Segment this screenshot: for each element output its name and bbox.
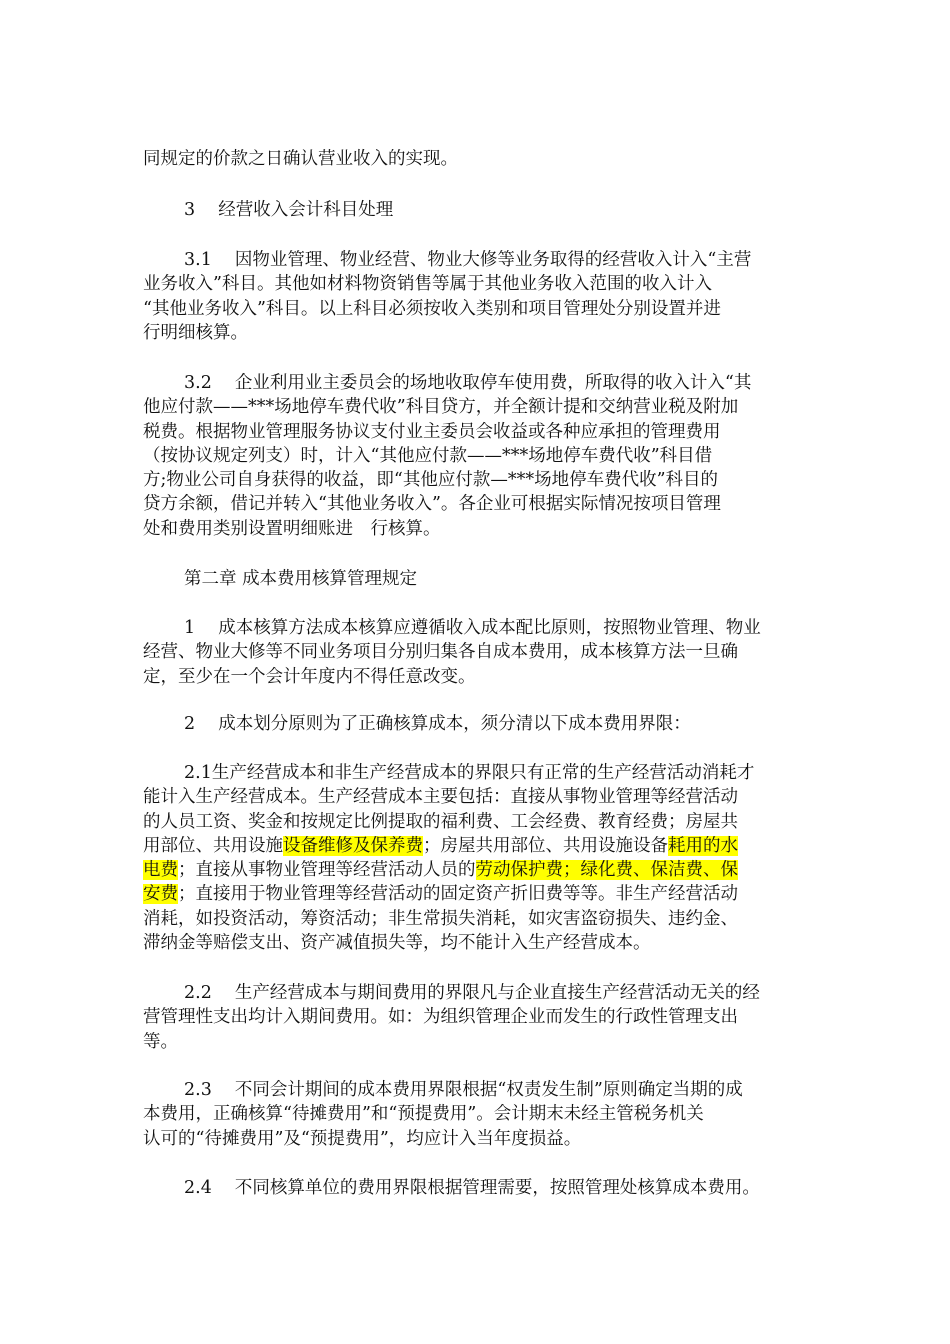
text-line: 第二章 成本费用核算管理规定: [184, 569, 418, 589]
text-line: 税费。根据物业管理服务协议支付业主委员会收益或各种应承担的管理费用: [143, 421, 721, 442]
text-line: 等。: [143, 1031, 178, 1052]
text-line: 2.2 生产经营成本与期间费用的界限凡与企业直接生产经营活动无关的经: [184, 983, 760, 1003]
text-line: 营管理性支出均计入期间费用。如：为组织管理企业而发生的行政性管理支出: [143, 1007, 738, 1028]
text-line-with-highlight: [143, 858, 813, 882]
text-line: 认可的“待摊费用”及“预提费用”，均应计入当年度损益。: [143, 1128, 582, 1149]
text-line: 滞纳金等赔偿支出、资产减值损失等，均不能计入生产经营成本。: [143, 933, 651, 954]
chapter-2-title: [143, 567, 813, 591]
text-segment: ；直接从事物业管理等经营活动人员的: [178, 860, 476, 881]
text-line: 业务收入”科目。其他如材料物资销售等属于其他业务收入范围的收入计入: [143, 274, 712, 295]
paragraph-3-1: [143, 248, 813, 345]
text-line: 2.4 不同核算单位的费用界限根据管理需要，按照管理处核算成本费用。: [184, 1178, 760, 1198]
text-line: “其他业务收入”科目。以上科目必须按收入类别和项目管理处分别设置并进: [143, 298, 721, 319]
text-segment: 用部位、共用设施: [143, 835, 283, 856]
paragraph-2-2: [143, 981, 813, 1054]
paragraph-2-4: [143, 1176, 813, 1200]
paragraph-1-cost-method: [143, 616, 813, 689]
heading-section-3: [143, 198, 813, 222]
paragraph-2-3: [143, 1078, 813, 1151]
text-line: 1 成本核算方法成本核算应遵循收入成本配比原则，按照物业管理、物业: [184, 618, 761, 638]
text-line: 贷方余额，借记并转入“其他业务收入”。各企业可根据实际情况按项目管理: [143, 494, 721, 515]
text-line: 2 成本划分原则为了正确核算成本，须分清以下成本费用界限：: [184, 714, 691, 734]
text-line: 3 经营收入会计科目处理: [184, 200, 394, 220]
text-line: 他应付款——***场地停车费代收”科目贷方，并全额计提和交纳营业税及附加: [143, 397, 739, 418]
highlighted-text: 劳动保护费；绿化费、保洁费、保: [475, 860, 738, 881]
highlighted-text: 耗用的水: [668, 835, 738, 856]
text-line: （按协议规定列支）时，计入“其他应付款——***场地停车费代收”科目借: [143, 445, 713, 466]
highlighted-text: 安费: [143, 884, 178, 905]
text-line-with-highlight: [143, 834, 813, 858]
text-line: 3.2 企业利用业主委员会的场地收取停车使用费，所取得的收入计入“其: [184, 373, 752, 393]
text-line: 方;物业公司自身获得的收益，即“其他应付款—***场地停车费代收”科目的: [143, 470, 719, 491]
text-segment: ；直接用于物业管理等经营活动的固定资产折旧费等等。非生产经营活动: [178, 884, 738, 905]
text-line: 经营、物业大修等不同业务项目分别归集各自成本费用，成本核算方法一旦确: [143, 642, 738, 663]
text-line: 定，至少在一个会计年度内不得任意改变。: [143, 666, 476, 687]
text-line: 同规定的价款之日确认营业收入的实现。: [143, 149, 458, 169]
text-line: 的人员工资、奖金和按规定比例提取的福利费、工会经费、教育经费；房屋共: [143, 811, 738, 832]
text-line: 行明细核算。: [143, 322, 248, 343]
text-line: 能计入生产经营成本。生产经营成本主要包括：直接从事物业管理等经营活动: [143, 787, 738, 808]
paragraph-2-cost-division: [143, 712, 813, 736]
paragraph-2-1: [143, 761, 813, 955]
highlighted-text: 设备维修及保养费: [283, 835, 423, 856]
text-line: 3.1 因物业管理、物业经营、物业大修等业务取得的经营收入计入“主营: [184, 250, 752, 270]
text-line-with-highlight: [143, 882, 813, 906]
highlighted-text: 电费: [143, 860, 178, 881]
text-line: 2.3 不同会计期间的成本费用界限根据“权责发生制”原则确定当期的成: [184, 1080, 743, 1100]
text-line: 2.1生产经营成本和非生产经营成本的界限只有正常的生产经营活动消耗才: [184, 763, 755, 783]
text-segment: ；房屋共用部位、共用设施设备: [423, 835, 668, 856]
paragraph-revenue-recognition-end: [143, 147, 813, 171]
text-line: 消耗，如投资活动，筹资活动；非生常损失消耗，如灾害盗窃损失、违约金、: [143, 908, 738, 929]
paragraph-3-2: [143, 371, 813, 541]
text-line: 本费用，正确核算“待摊费用”和“预提费用”。会计期末未经主管税务机关: [143, 1104, 704, 1125]
text-line: 处和费用类别设置明细账进 行核算。: [143, 518, 441, 539]
